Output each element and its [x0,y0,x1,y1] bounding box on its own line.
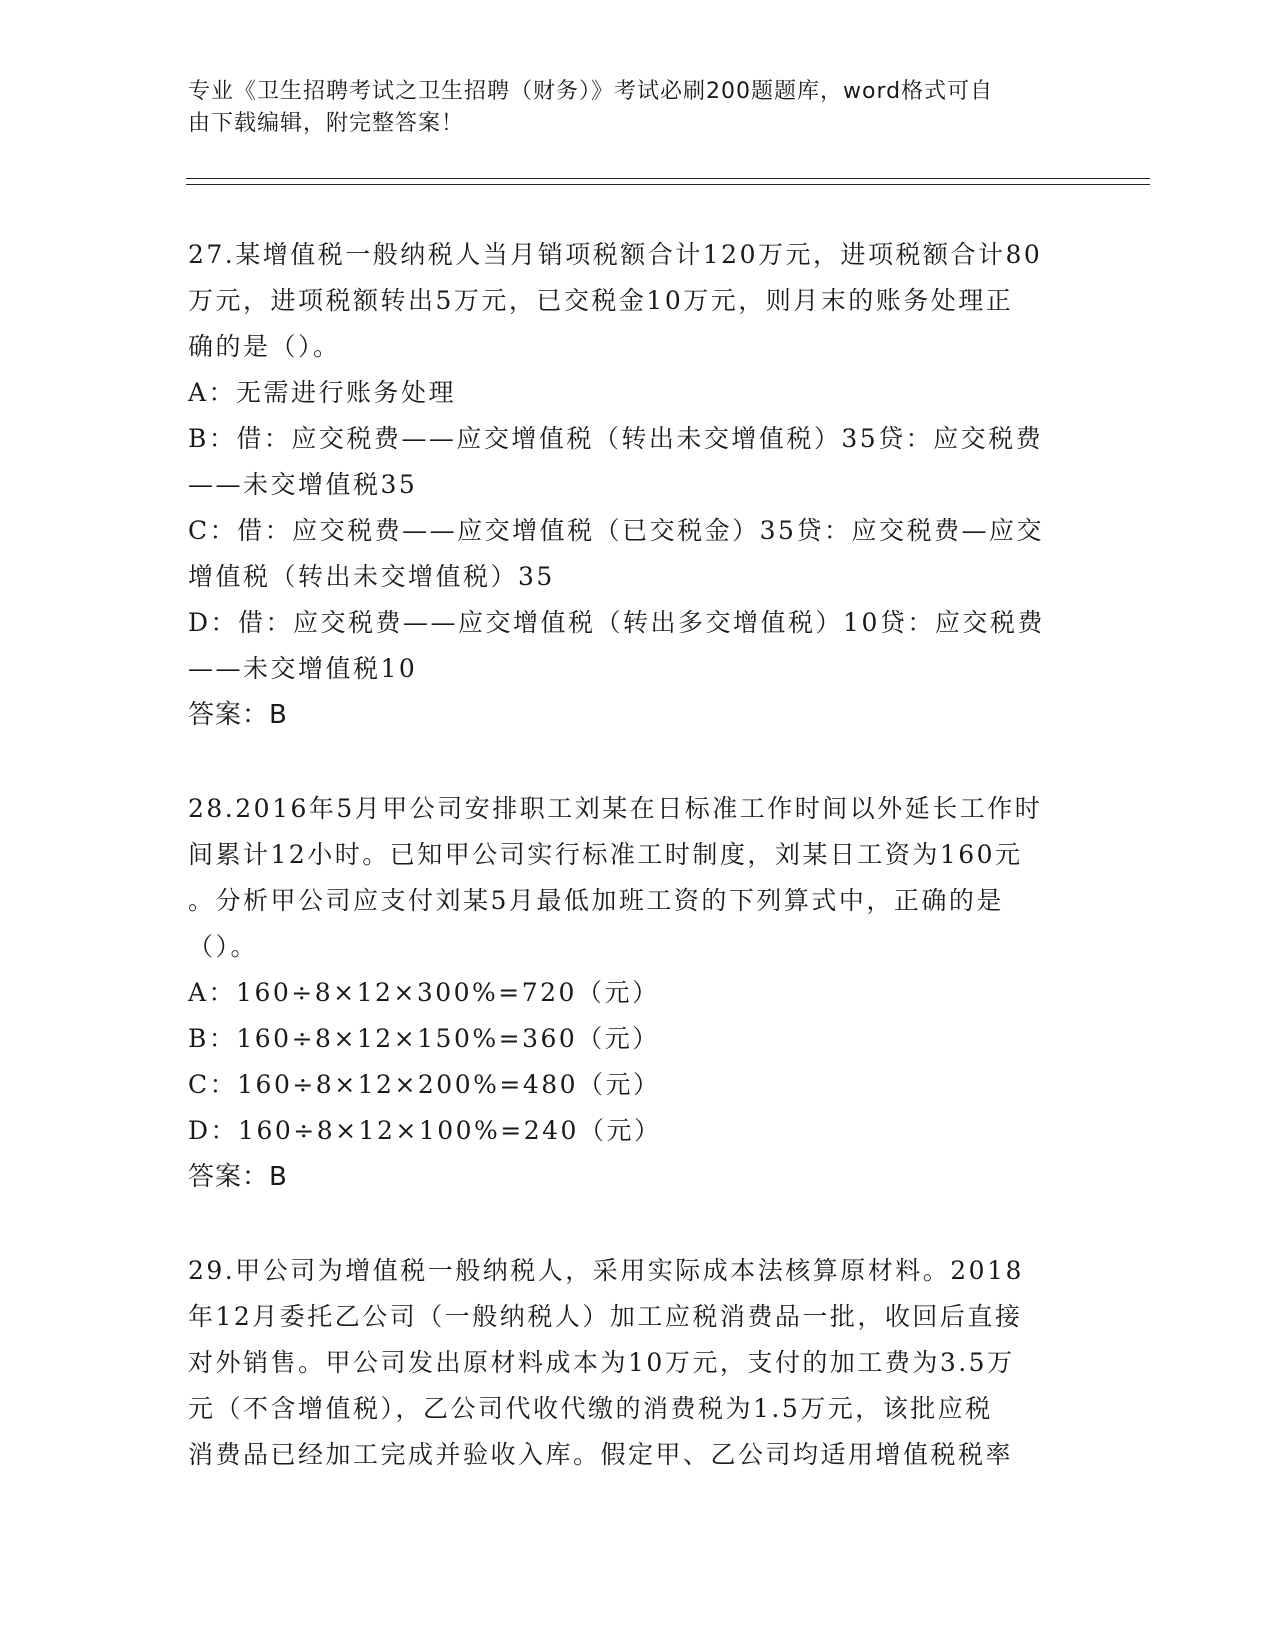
question-29-stem-line-4: 元（不含增值税），乙公司代收代缴的消费税为1.5万元，该批应税 [188,1394,993,1423]
header-line-2: 由下载编辑，附完整答案！ [188,111,465,136]
question-27-answer: 答案：B [188,700,288,730]
question-27-stem-line-3: 确的是（）。 [188,332,341,361]
question-28-stem-line-3: 。分析甲公司应支付刘某5月最低加班工资的下列算式中，正确的是 [188,886,1004,915]
question-list [188,232,1088,1478]
question-28-option-b: B：160÷8×12×150%=360（元） [188,1024,660,1053]
question-29-stem-line-5: 消费品已经加工完成并验收入库。假定甲、乙公司均适用增值税税率 [188,1440,1014,1469]
question-27-stem-line-1: 27.某增值税一般纳税人当月销项税额合计120万元，进项税额合计80 [188,240,1043,269]
question-27-option-b-cont: ——未交增值税35 [188,470,418,499]
question-27-option-b: B：借：应交税费——应交增值税（转出未交增值税）35贷：应交税费 [188,424,1044,453]
header-line-1: 专业《卫生招聘考试之卫生招聘（财务）》考试必刷200题题库，word格式可自 [188,79,994,104]
question-27-option-d: D：借：应交税费——应交增值税（转出多交增值税）10贷：应交税费 [188,608,1045,637]
question-28-option-c: C：160÷8×12×200%=480（元） [188,1070,661,1099]
question-29 [188,1248,1088,1478]
document-header [188,76,1068,140]
question-27 [188,232,1088,738]
question-28 [188,786,1088,1200]
header-divider-top [186,178,1150,179]
question-27-option-a: A：无需进行账务处理 [188,378,457,407]
header-divider-bottom [186,184,1150,185]
question-28-stem-line-1: 28.2016年5月甲公司安排职工刘某在日标准工作时间以外延长工作时 [188,794,1043,823]
question-29-stem-line-2: 年12月委托乙公司（一般纳税人）加工应税消费品一批，收回后直接 [188,1302,1023,1331]
question-28-answer: 答案：B [188,1162,288,1192]
question-spacer [188,738,1088,786]
question-28-stem-line-4: （）。 [188,932,259,961]
question-27-option-c-cont: 增值税（转出未交增值税）35 [188,562,555,591]
question-28-stem-line-2: 间累计12小时。已知甲公司实行标准工时制度，刘某日工资为160元 [188,840,1023,869]
question-27-option-d-cont: ——未交增值税10 [188,654,418,683]
question-29-stem-line-1: 29.甲公司为增值税一般纳税人，采用实际成本法核算原材料。2018 [188,1256,1024,1285]
question-28-option-d: D：160÷8×12×100%=240（元） [188,1116,662,1145]
question-27-option-c: C：借：应交税费——应交增值税（已交税金）35贷：应交税费—应交 [188,516,1044,545]
question-spacer [188,1200,1088,1248]
question-29-stem-line-3: 对外销售。甲公司发出原材料成本为10万元，支付的加工费为3.5万 [188,1348,1015,1377]
question-28-option-a: A：160÷8×12×300%=720（元） [188,978,660,1007]
question-27-stem-line-2: 万元，进项税额转出5万元，已交税金10万元，则月末的账务处理正 [188,286,1014,315]
